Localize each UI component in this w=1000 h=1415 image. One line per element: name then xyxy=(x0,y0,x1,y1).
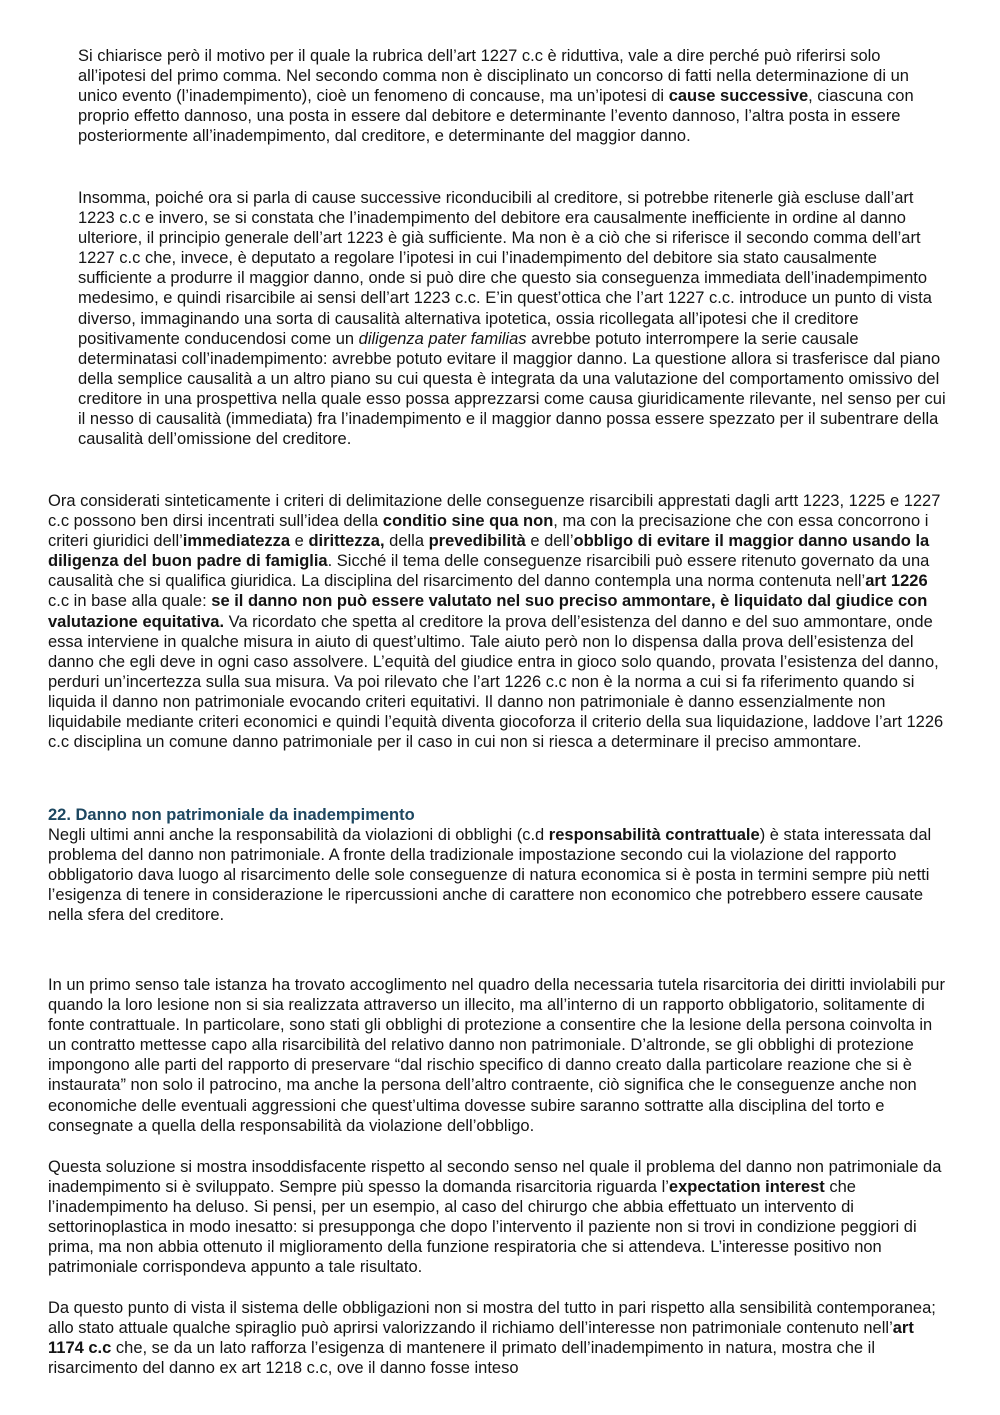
text-run: Va ricordato che spetta al creditore la prova dell’esistenza del danno e del suo ammontare, onde essa interviene in qualche misura in aiuto di quest’ultimo. Tale aiuto però non lo dispensa dalla prova dell’esistenza del danno che egli deve in ogni caso assolvere. L’equità del giudice entra in gioco solo quando, provata l’esistenza del danno, perduri un’incertezza sulla sua misura. Va poi rilevato che l’art 1226 c.c non è la norma a cui si fa riferimento quando si liquida il danno non patrimoniale evocando criteri equitativi. Il danno non patrimoniale è danno essenzialmente non liquidabile mediante criteri economici e quindi l’equità diventa giocoforza il criterio della sua liquidazione, laddove l’art 1226 c.c disciplina un comune danno patrimoniale per il caso in cui non si riesca a determinare il preciso ammontare. xyxy=(48,612,944,752)
text-run: Negli ultimi anni anche la responsabilità da violazioni di obblighi (c.d xyxy=(48,826,549,844)
italic-text: diligenza pater familias xyxy=(358,329,527,348)
text-run: . Sicché il tema delle conseguenze risarcibili può essere ritenuto governato da una causalità che si qualifica giuridica. La disciplina del risarcimento del danno contempla una norma contenuta nell’ xyxy=(48,552,930,591)
text-run: Insomma, poiché ora si parla di cause successive riconducibili al creditore, si potrebbe ritenerle già escluse dall’art 1223 c.c e invero, se si constata che l’inadempimento del debitore era causalmente inefficiente in ordine al danno ulteriore, il principio generale dell’art 1223 è già sufficiente. Ma non è a ciò che si riferisce il secondo comma dell’art 1227 c.c che, invece, è deputato a regolare l’ipotesi in cui l’inadempimento del debitore sia stato causalmente sufficiente a produrre il maggior danno, onde si può dire che questo sia conseguenza immediata dell’inadempimento medesimo, e quindi risarcibile ai sensi dell’art 1223 c.c. E’in quest’ottica che l’art 1227 c.c. introduce un punto di vista diverso, immaginando una sorta di causalità alternativa ipotetica, ossia ricollegata all’ipotesi che il creditore positivamente conducendosi come un xyxy=(78,189,932,348)
section-heading: 22. Danno non patrimoniale da inadempimento xyxy=(48,806,415,824)
text-run: Questa soluzione si mostra insoddisfacente rispetto al secondo senso nel quale il problema del danno non patrimoniale da inadempimento si è sviluppato. Sempre più spesso la domanda risarcitoria riguarda l’ xyxy=(48,1158,942,1197)
text-run: e dell’ xyxy=(525,532,574,551)
text-run: Ora considerati sinteticamente i criteri di delimitazione delle conseguenze risarcibili apprestati dagli artt 1223, 1225 e 1227 c.c possono ben dirsi incentrati sull’idea della xyxy=(48,492,941,531)
bold-text: immediatezza xyxy=(182,532,291,551)
bold-text: conditio sine qua non xyxy=(382,512,554,531)
text-run: , ciascuna con proprio effetto dannoso, una posta in essere dal debitore e determinante l’evento dannoso, l’altra posta in essere posteriormente all’inadempimento, dal creditore, e determinante del maggior danno. xyxy=(78,87,914,146)
paragraph-7 xyxy=(48,1298,952,1378)
text-run: e xyxy=(290,532,309,551)
paragraph-3 xyxy=(48,491,952,752)
text-run: della xyxy=(384,532,429,551)
bold-text: dirittezza, xyxy=(308,532,385,551)
text-run: In un primo senso tale istanza ha trovato accoglimento nel quadro della necessaria tutela risarcitoria dei diritti inviolabili pur quando la loro lesione non si sia realizzata attraverso un illecito, ma all’interno di un rapporto obbligatorio, solitamente di fonte contrattuale. In particolare, sono stati gli obblighi di protezione a consentire che la lesione della persona coinvolta in un contratto mettesse capo alla risarcibilità del relativo danno non patrimoniale. D’altronde, se gli obblighi di protezione impongono alle parti del rapporto di preservare “dal rischio specifico di danno creato dalla particolare reazione che si è instaurata” non solo il patrocino, ma anche la persona dell’altro contraente, ciò significa che le conseguenze anche non economiche delle eventuali aggressioni che quest’ultima dovesse subire saranno sottratte alla disciplina del torto e consegnate a quella della responsabilità da violazione dell’obbligo. xyxy=(48,976,945,1135)
bold-text: art 1174 c.c xyxy=(48,1319,914,1358)
paragraph-2 xyxy=(78,188,952,449)
bold-text: expectation interest xyxy=(668,1178,825,1197)
text-run: ) è stata interessata dal problema del danno non patrimoniale. A fronte della tradizionale impostazione secondo cui la violazione del rapporto obbligatorio dava luogo al risarcimento delle sole conseguenze di natura economica si è posta in termini sempre più netti l’esigenza di tenere in considerazione le ripercussioni anche di carattere non economico che potrebbero essere causate nella sfera del creditore. xyxy=(48,826,932,925)
bold-text: prevedibilità xyxy=(428,532,526,551)
text-run: Da questo punto di vista il sistema delle obbligazioni non si mostra del tutto in pari rispetto alla sensibilità contemporanea; allo stato attuale qualche spiraglio può aprirsi valorizzando il richiamo dell’interesse non patrimoniale contenuto nell’ xyxy=(48,1299,936,1338)
paragraph-6 xyxy=(48,1157,952,1278)
bold-text: se il danno non può essere valutato nel suo preciso ammontare, è liquidato dal giudice con valutazione equitativa. xyxy=(48,592,928,631)
bold-text: art 1226 xyxy=(865,572,928,591)
bold-text: obbligo di evitare il maggior danno usando la diligenza del buon padre di famiglia xyxy=(48,532,930,571)
text-run: c.c in base alla quale: xyxy=(48,592,212,611)
paragraph-4 xyxy=(48,825,952,925)
text-run: , ma con la precisazione che con essa concorrono i criteri giuridici dell’ xyxy=(48,512,929,551)
bold-text: responsabilità contrattuale xyxy=(548,826,760,844)
bold-text: cause successive xyxy=(668,87,809,106)
text-run: che, se da un lato rafforza l’esigenza di mantenere il primato dell’inadempimento in natura, mostra che il risarcimento del danno ex art 1218 c.c, ove il danno fosse inteso xyxy=(48,1339,876,1378)
text-run: avrebbe potuto interrompere la serie causale determinatasi coll’inadempimento: avrebbe potuto evitare il maggior danno. La questione allora si trasferisce dal piano della semplice causalità a un altro piano su cui questa è integrata da una valutazione del comportamento omissivo del creditore in una prospettiva nella quale esso possa apprezzarsi come causa giuridicamente rilevante, nel senso per cui il nesso di causalità (immediata) fra l’inadempimento e il maggior danno possa essere spezzato per il subentrare della causalità dell’omissione del creditore. xyxy=(78,329,946,449)
paragraph-5 xyxy=(48,975,952,1136)
paragraph-1 xyxy=(78,46,952,146)
text-run: che l’inadempimento ha deluso. Si pensi, per un esempio, al caso del chirurgo che abbia effettuato un intervento di settorinoplastica in modo inesatto: si presupponga che dopo l’intervento il paziente non si trovi in condizione peggiori di prima, ma non abbia ottenuto il miglioramento della funzione respiratoria che si attendeva. L’interesse positivo non patrimoniale corrispondeva appunto a tale risultato. xyxy=(48,1178,917,1277)
text-run: Si chiarisce però il motivo per il quale la rubrica dell’art 1227 c.c è riduttiva, vale a dire perché può riferirsi solo all’ipotesi del primo comma. Nel secondo comma non è disciplinato un concorso di fatti nella determinazione di un unico evento (l’inadempimento), cioè un fenomeno di concause, ma un’ipotesi di xyxy=(78,47,909,106)
